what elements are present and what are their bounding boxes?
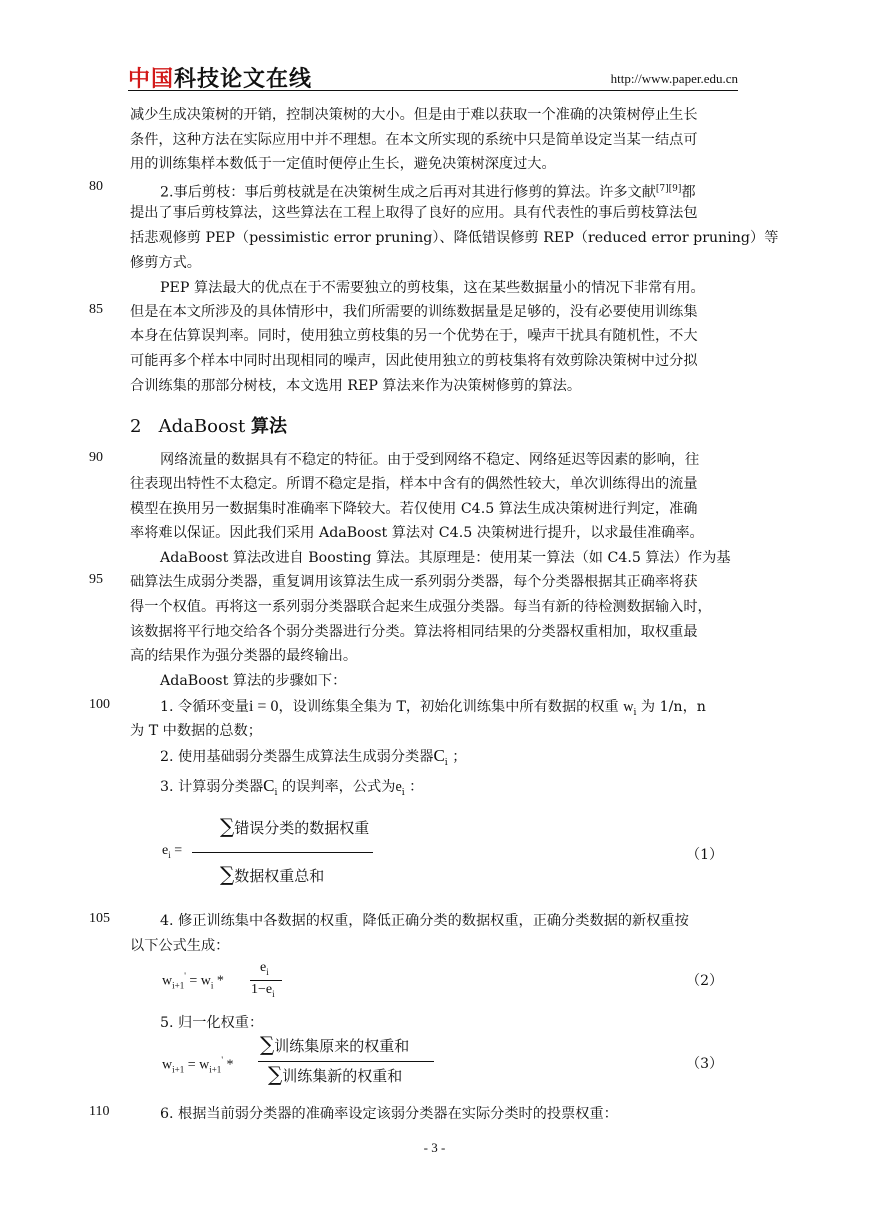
text-line: 模型在换用另一数据集时准确率下降较大。若仅使用 C4.5 算法生成决策树进行判定，准确 [130,501,698,517]
line-number: 95 [89,572,103,587]
line-number: 80 [89,179,103,194]
text-line: 2.事后剪枝：事后剪枝就是在决策树生成之后再对其进行修剪的算法。许多文献[7][9]都 [160,184,696,201]
equation-number: （2） [686,973,723,989]
text-line: 合训练集的那部分树枝，本文选用 REP 算法来作为决策树修剪的算法。 [130,378,582,394]
text-line: 可能再多个样本中同时出现相同的噪声，因此使用独立的剪枝集将有效剪除决策树中过分拟 [130,353,698,369]
text-line: 网络流量的数据具有不稳定的特征。由于受到网络不稳定、网络延迟等因素的影响，往 [160,452,700,468]
text-line: 往表现出特性不太稳定。所谓不稳定是指，样本中含有的偶然性较大，单次训练得出的流量 [130,476,698,492]
equation-number: （3） [686,1056,723,1072]
text-line: 率将难以保证。因此我们采用 AdaBoost 算法对 C4.5 决策树进行提升，以求最佳准确率。 [130,525,704,541]
text-line: 得一个权值。再将这一系列弱分类器联合起来生成强分类器。每当有新的待检测数据输入时， [130,599,712,615]
line-number: 100 [89,697,110,712]
text-line: 5. 归一化权重： [160,1015,264,1031]
text-line: 为 T 中数据的总数； [130,723,262,739]
text-line: 括悲观修剪 PEP（pessimistic error pruning）、降低错误修剪 REP（reduced error pruning）等 [130,230,779,246]
text-line: 用的训练集样本数低于一定值时便停止生长，避免决策树深度过大。 [130,156,556,172]
text-line: 1. 令循环变量i = 0，设训练集全集为 T，初始化训练集中所有数据的权重 $w_i$ 为 1/n，n [160,698,706,718]
text-line: 以下公式生成： [130,938,230,954]
text-line: 减少生成决策树的开销，控制决策树的大小。但是由于难以获取一个准确的决策树停止生长 [130,107,698,123]
text-line: 该数据将平行地交给各个弱分类器进行分类。算法将相同结果的分类器权重相加，取权重最 [130,624,698,640]
text-line: 高的结果作为强分类器的最终输出。 [130,648,358,664]
text-line: 但是在本文所涉及的具体情形中，我们所需要的训练数据量是足够的，没有必要使用训练集 [130,304,698,320]
text-line: 修剪方式。 [130,255,201,271]
text-line: 4. 修正训练集中各数据的权重，降低正确分类的数据权重，正确分类数据的新权重按 [160,913,689,929]
text-line: 提出了事后剪枝算法，这些算法在工程上取得了良好的应用。具有代表性的事后剪枝算法包 [130,205,698,221]
journal-logo: 中国科技论文在线 [128,67,313,92]
page-number: - 3 - [423,1140,446,1155]
text-line: AdaBoost 算法改进自 Boosting 算法。其原理是：使用某一算法（如 C4.5 算法）作为基 [160,550,731,566]
text-line: 本身在估算误判率。同时，使用独立剪枝集的另一个优势在于，噪声干扰具有随机性，不大 [130,328,698,344]
text-line: 条件，这种方法在实际应用中并不理想。在本文所实现的系统中只是简单设定当某一结点可 [130,132,698,148]
line-number: 90 [89,450,103,465]
line-number: 105 [89,911,110,926]
section-heading: 2 AdaBoost 算法 [130,416,287,437]
header-rule [128,90,738,91]
line-number: 85 [89,302,103,317]
header-url: http://www.paper.edu.cn [610,71,738,86]
text-line: AdaBoost 算法的步骤如下： [160,673,347,689]
equation-number: （1） [686,847,723,863]
text-line: 3. 计算弱分类器$C_i$ 的误判率，公式为$e_i$ ： [160,776,424,798]
text-line: PEP 算法最大的优点在于不需要独立的剪枝集，这在某些数据量小的情况下非常有用。 [160,280,705,296]
text-line: 础算法生成弱分类器，重复调用该算法生成一系列弱分类器，每个分类器根据其正确率将获 [130,574,698,590]
line-number: 110 [89,1104,110,1119]
text-line: 2. 使用基础弱分类器生成算法生成弱分类器$C_i$ ； [160,746,467,768]
citation: [7][9] [655,184,682,194]
text-line: 6. 根据当前弱分类器的准确率设定该弱分类器在实际分类时的投票权重： [160,1106,618,1122]
